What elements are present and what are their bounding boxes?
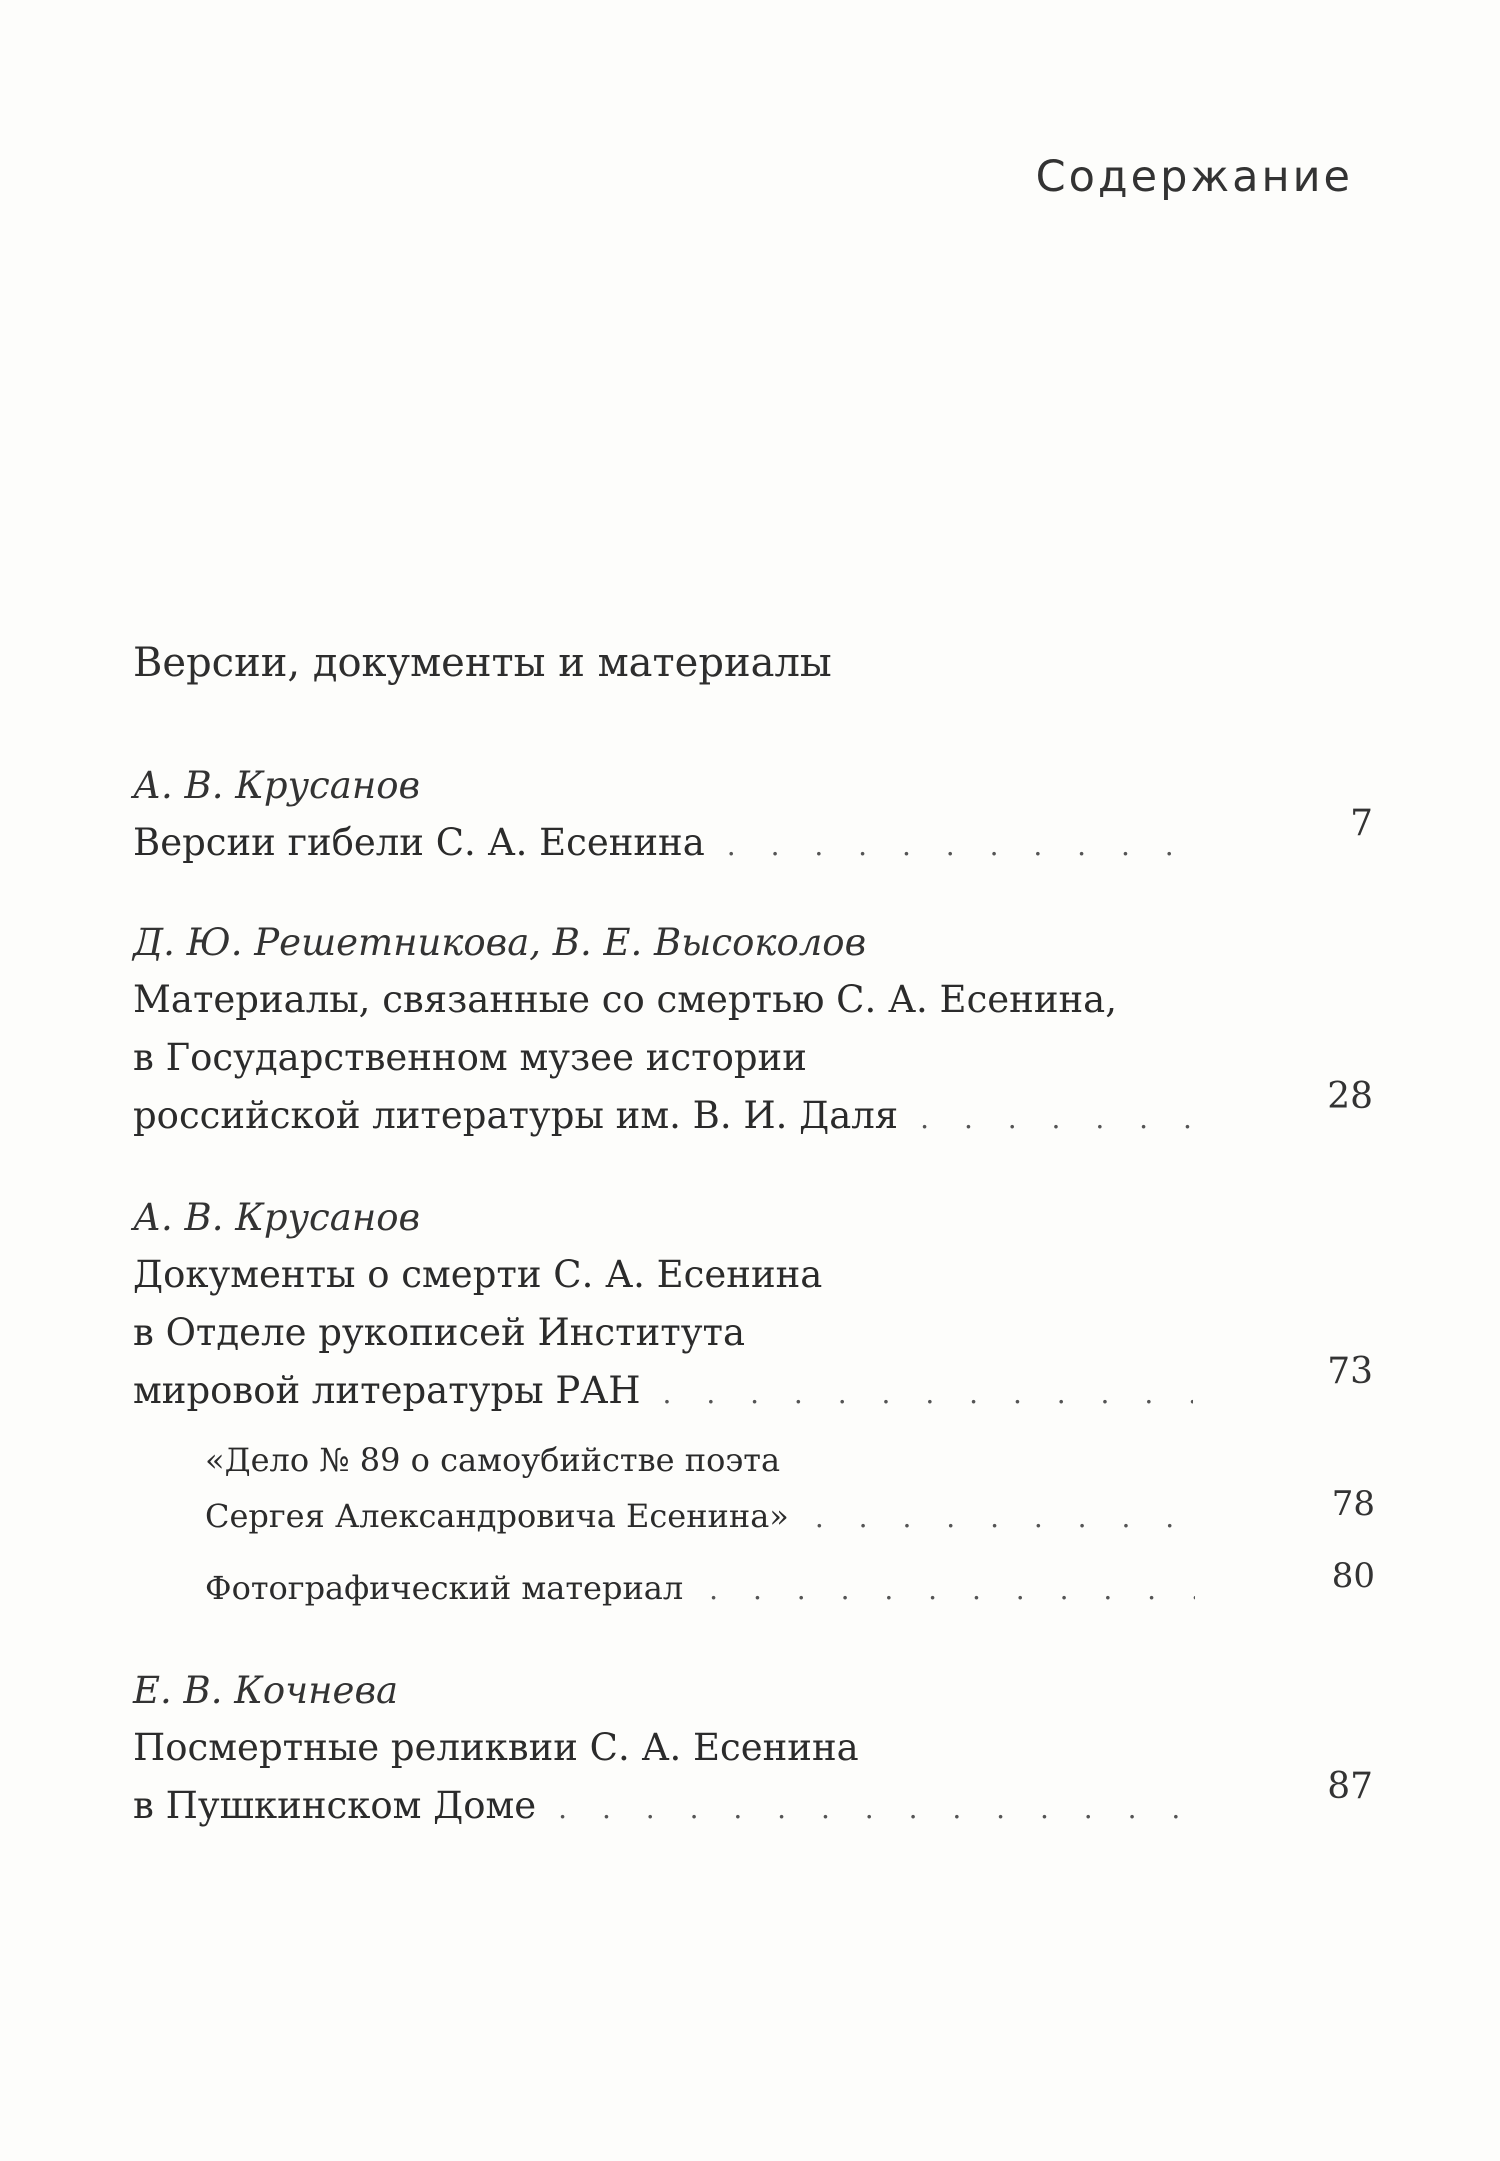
entry-page-number: 87 [1327,1766,1373,1807]
entry-author: А. В. Крусанов [133,1196,421,1239]
entry-author: Д. Ю. Решетникова, В. Е. Высоколов [133,921,867,964]
entry-title-line: Версии гибели С. А. Есенина [133,821,705,864]
entry-title-line: в Пушкинском Доме [133,1784,537,1827]
entry-page-number: 28 [1327,1076,1373,1117]
entry-title-line: Документы о смерти С. А. Есенина [133,1253,823,1296]
section-heading: Версии, документы и материалы [133,640,832,686]
subentry-page-number: 80 [1331,1556,1375,1596]
subentry-title-line: «Дело № 89 о самоубийстве поэта [205,1441,781,1479]
entry-last-line [133,1076,1373,1145]
entry-title-line: Посмертные реликвии С. А. Есенина [133,1726,859,1769]
entry-last-line [133,1766,1373,1835]
entry-last-line [133,1351,1373,1420]
toc-entry [133,915,1373,1145]
entry-author: Е. В. Кочнева [133,1669,399,1712]
entry-title-line: Материалы, связанные со смертью С. А. Есенина, [133,978,1117,1021]
entry-page-number: 7 [1350,803,1373,844]
subentry-page-number: 78 [1331,1484,1375,1524]
page-title: Содержание [1035,152,1353,202]
dot-leader [727,817,1193,875]
entry-author: А. В. Крусанов [133,764,421,807]
entry-last-line [133,803,1373,872]
toc-entry [133,1190,1373,1420]
entry-page-number: 73 [1327,1351,1373,1392]
toc-subentry [205,1556,1375,1616]
subentry-last-line [205,1484,1375,1544]
dot-leader [920,1090,1193,1148]
entry-title-line: мировой литературы РАН [133,1369,641,1412]
toc-subentry [205,1432,1375,1544]
subentry-title-line: Фотографический материал [205,1569,684,1607]
dot-leader [558,1780,1193,1838]
subentry-title-line: Сергея Александровича Есенина» [205,1497,789,1535]
dot-leader [709,1562,1195,1618]
entry-title-line: российской литературы им. В. И. Даля [133,1094,899,1137]
dot-leader [663,1365,1193,1423]
entry-title-line: в Отделе рукописей Института [133,1311,745,1354]
dot-leader [815,1490,1195,1546]
toc-entry [133,758,1373,872]
toc-entry [133,1663,1373,1835]
subentry-last-line [205,1556,1375,1616]
entry-title-line: в Государственном музее истории [133,1036,807,1079]
